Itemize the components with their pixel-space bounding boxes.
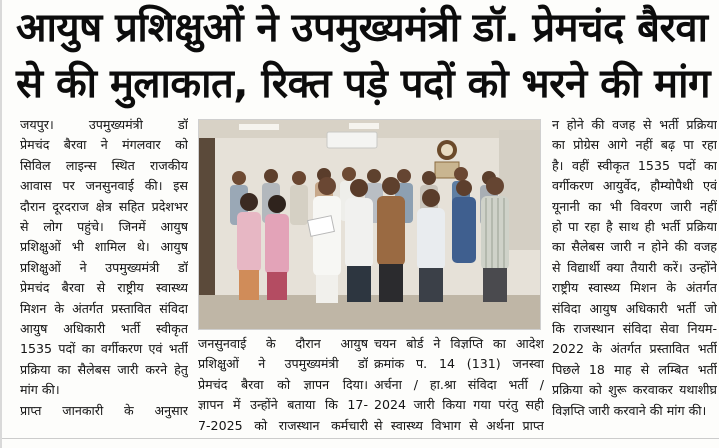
text-line: जयपुर। उपमुख्यमंत्री डॉ: [20, 117, 188, 132]
text-line: आयुष अधिकारी भर्ती स्वीकृत: [20, 321, 188, 337]
text-line: अर्चना / हा.श्रा संविदा भर्ती /: [374, 376, 544, 392]
text-line: ज्ञापन में उन्होंने बताया कि 17-: [198, 397, 368, 413]
text-line: से विद्यार्थी क्या तैयारी करें। उन्होंने: [552, 259, 717, 275]
text-line: यूनानी का भी विवरण जारी नहीं: [552, 198, 717, 214]
text-line: प्रेमचंद बैरवा से राष्ट्रीय स्वास्थ्य: [20, 280, 188, 296]
group-photo-illustration: [199, 120, 540, 329]
text-line: 2022 के अंतर्गत प्रस्तावित भर्ती: [552, 341, 717, 357]
text-line: आवास पर जनसुनवाई की। इस: [20, 178, 188, 194]
headline-line-2: से की मुलाकात, रिक्त पड़े पदों को भरने की मांग: [16, 61, 710, 107]
text-line: वर्गीकरण आयुर्वेद, हौम्योपैथी एवं: [552, 178, 717, 194]
text-line: प्रक्रिया का सैलेबस जारी करने हेतु: [20, 361, 188, 377]
article-column-right: [552, 115, 717, 421]
text-line: प्रेमचंद बैरवा को ज्ञापन दिया।: [198, 376, 368, 392]
news-photo: [198, 119, 541, 330]
text-line: दौरान दूरदराज क्षेत्र सहित प्रदेशभर: [20, 198, 188, 214]
text-line: राष्ट्रीय स्वास्थ्य मिशन के अंतर्गत: [552, 280, 717, 296]
text-line: से लोग पहुंचे। जिनमें आयुष: [20, 219, 188, 235]
text-line: प्रशिक्षुओं ने उपमुख्यमंत्री डॉ: [198, 356, 368, 372]
text-line: हो पा रहा है साथ ही भर्ती प्रक्रिया: [552, 219, 717, 235]
headline-line-1: आयुष प्रशिक्षुओं ने उपमुख्यमंत्री डॉ. प्रेमचंद बैरवा: [16, 5, 708, 51]
text-line: मांग की।: [20, 382, 60, 398]
text-line: विज्ञप्ति जारी करवाने की मांग की।: [552, 402, 707, 418]
text-line: संविदा आयुष अधिकारी भर्ती जो: [552, 300, 717, 316]
bottom-rule: [2, 438, 719, 439]
text-line: 1535 पदों का वर्गीकरण एवं भर्ती: [20, 341, 188, 357]
text-line: का प्रोग्रेस आगे नहीं बढ़ पा रहा: [552, 137, 717, 153]
text-line: है। वहीं स्वीकृत 1535 पदों का: [552, 157, 717, 173]
text-line: प्रक्रिया को शुरू करवाकर यथाशीघ्र: [552, 382, 717, 398]
text-line: सिविल लाइन्स स्थित राजकीय: [20, 157, 188, 173]
text-line: 7-2025 को राजस्थान कर्मचारी: [198, 417, 368, 433]
text-line: प्रशिक्षुओं ने उपमुख्यमंत्री डॉ: [20, 259, 188, 275]
text-line: प्राप्त जानकारी के अनुसार: [20, 402, 188, 418]
text-line: चयन बोर्ड ने विज्ञप्ति का आदेश: [374, 336, 544, 351]
text-line: प्रशिक्षुओं भी शामिल थे। आयुष: [20, 239, 188, 255]
text-line: का सैलेबस जारी न होने की वजह: [552, 239, 717, 255]
article-column-middle-left: [198, 334, 368, 436]
text-line: पिछले 18 माह से लम्बित भर्ती: [552, 361, 717, 377]
text-line: 2024 जारी किया गया परंतु सही: [374, 397, 544, 413]
text-line: जनसुनवाई के दौरान आयुष: [198, 336, 368, 351]
text-line: से स्वास्थ्य विभाग से अर्थना प्राप्त: [374, 417, 544, 433]
text-line: क्रमांक प. 14 (131) जनस्वा: [374, 356, 544, 372]
text-line: कि राजस्थान संविदा सेवा नियम-: [552, 321, 717, 337]
text-line: मिशन के अंतर्गत प्रस्तावित संविदा: [20, 300, 188, 316]
text-line: प्रेमचंद बैरवा ने मंगलवार को: [20, 137, 188, 153]
article-column-middle-right: [374, 334, 544, 436]
text-line: न होने की वजह से भर्ती प्रक्रिया: [552, 117, 717, 132]
article-column-left: [20, 115, 188, 421]
